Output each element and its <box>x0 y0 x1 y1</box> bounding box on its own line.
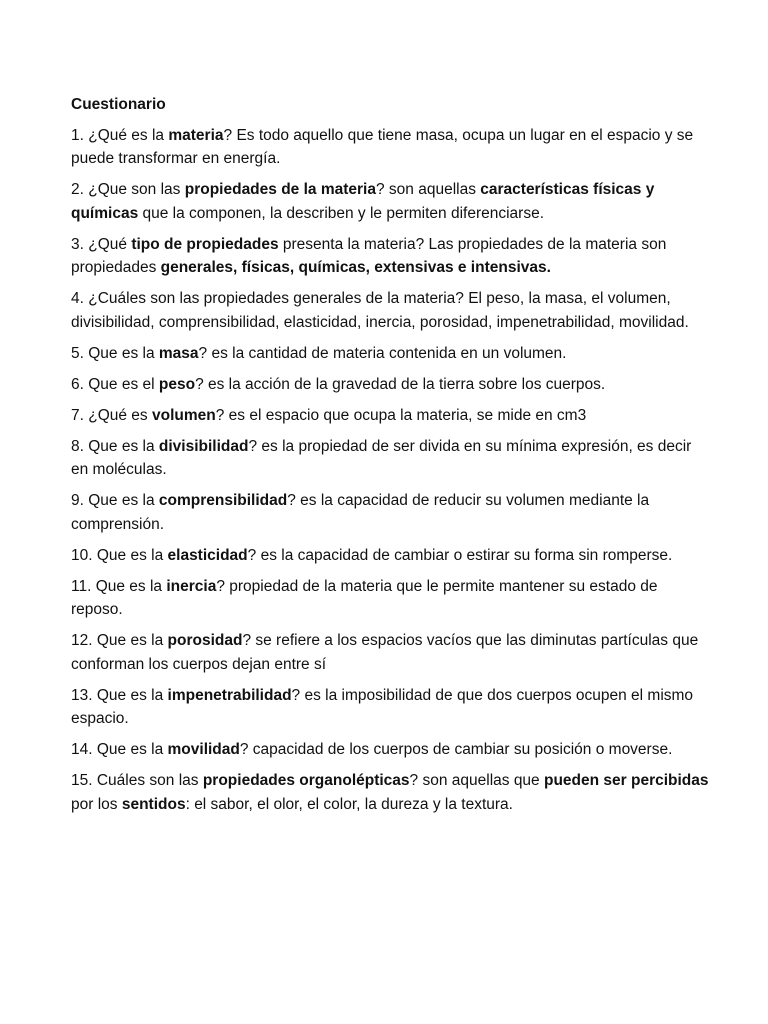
question-text: 15. Cuáles son las <box>71 772 203 789</box>
question-text: ? son aquellas <box>375 181 481 198</box>
question-item <box>71 287 711 334</box>
question-keyword: masa <box>158 344 199 362</box>
question-keyword: elasticidad <box>167 546 248 564</box>
question-text: 14. Que es la <box>71 741 168 758</box>
question-text: 1. ¿Qué es la <box>71 126 169 144</box>
document-title: Cuestionario <box>71 96 166 113</box>
question-text: 3. ¿Qué <box>71 235 132 253</box>
question-keyword: divisibilidad <box>158 437 249 455</box>
question-text: ? se refiere a los espacios vacíos que las diminutas partículas que conforman los cuerpos dejan entre sí <box>71 632 699 673</box>
question-text: 6. Que es el <box>71 375 159 393</box>
questions-list <box>71 124 711 817</box>
question-keyword: comprensibilidad <box>158 492 288 509</box>
question-item <box>71 404 711 428</box>
question-text: ? es la cantidad de materia contenida en un volumen. <box>198 344 567 362</box>
question-text: ? son aquellas que <box>409 772 544 789</box>
question-text: 9. Que es la <box>71 492 159 509</box>
question-keyword: tipo de propiedades <box>131 235 279 253</box>
question-item <box>71 233 711 280</box>
question-text: presenta la materia? Las propiedades de la materia son propiedades <box>71 235 667 276</box>
question-keyword: propiedades de la materia <box>184 181 376 198</box>
question-keyword: sentidos <box>121 795 186 813</box>
question-text: 7. ¿Qué es <box>71 406 152 424</box>
question-text: ? propiedad de la materia que le permite mantener su estado de reposo. <box>71 577 658 618</box>
question-text: 5. Que es la <box>71 344 159 362</box>
question-text: ? capacidad de los cuerpos de cambiar su posición o moverse. <box>239 741 673 758</box>
question-text: 2. ¿Que son las <box>71 181 185 198</box>
question-text: ? es la imposibilidad de que dos cuerpos ocupen el mismo espacio. <box>71 686 694 727</box>
question-text: 4. ¿Cuáles son las propiedades generales de la materia? El peso, la masa, el volumen, divisibilidad, comprensibilidad, elasticidad, inercia, porosidad, impenetrabilidad, movilidad. <box>71 290 689 331</box>
document-page <box>71 93 711 824</box>
question-text: : el sabor, el olor, el color, la dureza y la textura. <box>185 795 513 813</box>
question-item <box>71 629 711 676</box>
question-text: que la componen, la describen y le permiten diferenciarse. <box>138 204 545 222</box>
question-keyword: generales, físicas, químicas, extensivas e intensivas. <box>160 259 551 276</box>
question-keyword: materia <box>168 126 224 144</box>
question-text: ? es la capacidad de cambiar o estirar su forma sin romperse. <box>247 546 673 564</box>
question-item <box>71 684 711 731</box>
question-keyword: volumen <box>151 406 216 424</box>
question-text: ? es la propiedad de ser divida en su mínima expresión, es decir en moléculas. <box>71 437 692 478</box>
question-item <box>71 575 711 622</box>
question-text: ? es la capacidad de reducir su volumen mediante la comprensión. <box>71 492 650 533</box>
question-item <box>71 124 711 171</box>
question-keyword: movilidad <box>167 741 240 758</box>
question-item <box>71 178 711 225</box>
question-text: 8. Que es la <box>71 437 159 455</box>
question-text: ? Es todo aquello que tiene masa, ocupa un lugar en el espacio y se puede transformar en energía. <box>71 126 694 167</box>
question-keyword: pueden ser percibidas <box>543 772 709 789</box>
question-text: 12. Que es la <box>71 632 168 649</box>
question-keyword: características físicas y químicas <box>71 181 655 222</box>
question-text: 10. Que es la <box>71 546 168 564</box>
question-text: ? es la acción de la gravedad de la tierra sobre los cuerpos. <box>195 375 606 393</box>
question-item <box>71 769 711 816</box>
question-item <box>71 342 711 366</box>
question-keyword: impenetrabilidad <box>167 686 292 704</box>
question-item <box>71 373 711 397</box>
question-keyword: inercia <box>166 577 217 595</box>
question-item <box>71 544 711 568</box>
question-text: ? es el espacio que ocupa la materia, se mide en cm3 <box>215 406 587 424</box>
question-keyword: peso <box>158 375 196 393</box>
question-text: por los <box>71 795 122 813</box>
question-text: 11. Que es la <box>71 577 167 595</box>
question-item <box>71 738 711 762</box>
question-keyword: porosidad <box>167 632 243 649</box>
question-item <box>71 435 711 482</box>
question-keyword: propiedades organolépticas <box>202 772 410 789</box>
question-text: 13. Que es la <box>71 686 168 704</box>
question-item <box>71 489 711 536</box>
